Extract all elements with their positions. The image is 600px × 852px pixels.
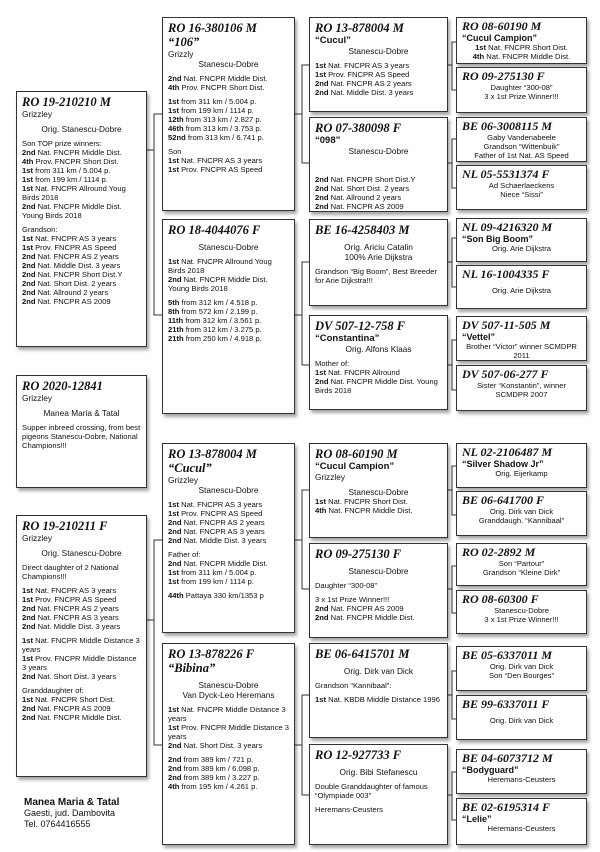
origin: Stanescu-Dobre	[348, 566, 409, 576]
origin: Orig. Alfons Klaas	[345, 344, 412, 354]
achievement-line: Son TOP prize winners:	[22, 139, 102, 148]
ring-number: DV 507-06-277 F	[462, 367, 549, 381]
gen4-card-3	[456, 117, 587, 162]
origin: Orig. Stanescu-Dobre	[41, 548, 122, 558]
achievements	[315, 354, 442, 395]
achievement-line: 1st Nat. FNCPR Short Dist.	[315, 497, 408, 506]
achievement-line: 2nd Nat. Middle Dist. 3 years	[168, 536, 267, 545]
achievements	[315, 777, 442, 814]
gen4-card-10	[456, 491, 587, 536]
achievements	[462, 507, 581, 525]
achievement-line: 4th Prov. FNCPR Short Dist.	[168, 83, 265, 92]
achievement-line: Stanescu-Dobre	[494, 606, 549, 615]
achievement-line: 2nd Nat. Short Dist. 3 years	[22, 672, 117, 681]
ring-number: RO 08-60190 M	[315, 447, 398, 461]
achievement-line: 21th from 312 km / 3.275 p.	[168, 325, 262, 334]
achievements	[315, 170, 442, 211]
achievement-line: 2nd Nat. FNCPR AS 2009	[315, 604, 404, 613]
achievement-line: 3 x 1st Prize Winner!!!	[315, 595, 390, 604]
achievement-line: 2nd Nat. FNCPR Middle Dist.	[168, 74, 268, 83]
achievements	[22, 563, 141, 722]
ring-number: BE 99-6337011 F	[462, 697, 550, 711]
gen3-card-7	[309, 643, 448, 738]
gen4-card-16	[456, 798, 587, 845]
breeder-contact	[24, 797, 119, 830]
achievement-line: 1st from 311 km / 5.004 p.	[168, 568, 257, 577]
breeder-phone: Tel. 0764416555	[24, 819, 91, 829]
pigeon-name: Grizzley	[22, 109, 52, 119]
achievement-line: 2nd from 389 km / 6.098 p.	[168, 764, 260, 773]
achievement-line: 1st from 199 km / 1114 p.	[168, 106, 254, 115]
achievement-line: Brother “Victor” winner SCMDPR 2011	[466, 342, 577, 360]
achievement-line: Grandson “Kleine Dirk”	[482, 568, 561, 577]
achievement-line: 1st Nat. FNCPR Middle Distance 3 years	[22, 636, 140, 654]
achievements	[462, 181, 581, 199]
gen4-card-11	[456, 543, 587, 586]
achievement-line: 2nd Nat. FNCPR Middle Dist. Young Birds 2018	[315, 377, 438, 395]
achievement-line: 2nd Nat. FNCPR Middle Dist.	[22, 148, 122, 157]
achievements	[462, 559, 581, 577]
achievement-line: 1st Nat. FNCPR Middle Distance 3 years	[168, 705, 286, 723]
pigeon-name: “Vettel”	[462, 332, 496, 342]
breeder-address: Gaesti, jud. Dambovita	[24, 808, 116, 818]
achievement-line: Mother of:	[315, 359, 350, 368]
achievement-line: 1st Prov. FNCPR AS Speed	[22, 595, 117, 604]
ring-number: NL 02-2106487 M	[462, 445, 553, 459]
pigeon-name: “Cucul”	[168, 461, 212, 475]
achievement-line: 5th from 312 km / 4.518 p.	[168, 298, 258, 307]
achievements	[168, 700, 289, 791]
achievement-line: 44th Pattaya 330 km/1353 p	[168, 591, 264, 600]
gen3-card-4	[309, 315, 448, 410]
achievement-line: Son “Den Bourges”	[488, 671, 554, 680]
ring-number: BE 05-6337011 M	[462, 648, 553, 662]
achievement-line: Grandson “Kannibaal”:	[315, 681, 392, 690]
achievements	[462, 711, 581, 725]
ring-number: RO 19-210211 F	[22, 519, 108, 533]
achievement-line: 1st Nat. KBDB Middle Distance 1996	[315, 695, 440, 704]
achievement-line: 2nd Nat. FNCPR AS 2009	[22, 704, 111, 713]
achievement-line: 2nd Nat. Short Dist. 3 years	[168, 741, 263, 750]
ring-number: DV 507-11-505 M	[462, 318, 551, 332]
ring-number: RO 13-878004 M	[168, 447, 257, 461]
dam-card	[16, 515, 147, 777]
sire-card	[16, 91, 147, 347]
achievements	[168, 69, 289, 174]
ring-number: NL 16-1004335 F	[462, 267, 550, 281]
achievement-line: 1st Nat. FNCPR AS 3 years	[168, 500, 263, 509]
origin-2: 100% Arie Dijkstra	[344, 252, 413, 262]
achievement-line: 4th from 195 km / 4.261 p.	[168, 782, 258, 791]
achievement-line: 2nd Nat. FNCPR AS 2009	[315, 202, 404, 211]
ring-number: BE 06-641700 F	[462, 493, 545, 507]
achievement-line: Son “Partour”	[498, 559, 545, 568]
ring-number: DV 507-12-758 F	[315, 319, 406, 333]
achievement-line: 2nd Nat. Short Dist. 2 years	[22, 279, 117, 288]
ring-number: RO 13-878004 M	[315, 21, 404, 35]
gen4-card-15	[456, 749, 587, 794]
achievement-line: Niece “Sissi”	[500, 190, 543, 199]
pigeon-name-2: Grizzley	[315, 472, 345, 482]
note: Supper inbreed crossing, from best pigeons Stanescu-Dobre, National Champions!!!	[22, 423, 141, 450]
achievement-line: Son	[168, 147, 182, 156]
achievement-line: 1st Prov. FNCPR AS Speed	[168, 165, 263, 174]
achievement-line: Granddaughter of:	[22, 686, 84, 695]
achievement-line: 4th Nat. FNCPR Middle Dist.	[472, 52, 571, 61]
subject-card	[16, 375, 147, 488]
achievement-line: 1st Prov. FNCPR Middle Distance 3 years	[168, 723, 289, 741]
ring-number: RO 19-210210 M	[22, 95, 111, 109]
pigeon-name: “098”	[315, 135, 341, 146]
pigeon-name: “Bibina”	[168, 661, 216, 675]
ring-number: RO 08-60300 F	[462, 592, 539, 606]
achievement-line: 2nd Nat. FNCPR Middle Dist. Young Birds 2018	[168, 275, 268, 293]
origin: Stanescu-Dobre	[198, 680, 259, 690]
achievement-line: 2nd Nat. Allround 2 years	[22, 288, 109, 297]
breeder-name: Manea Maria & Tatal	[24, 797, 120, 808]
achievements	[462, 606, 581, 624]
origin: Stanescu-Dobre	[348, 46, 409, 56]
ring-number: RO 02-2892 M	[462, 545, 536, 559]
ring-number: BE 02-6195314 F	[462, 800, 551, 814]
achievement-line: 11th from 312 km / 3.561 p.	[168, 316, 262, 325]
achievement-line: 21th from 250 km / 4.918 p.	[168, 334, 262, 343]
achievement-line: 2nd Nat. FNCPR Short Dist.Y	[315, 175, 416, 184]
achievement-line: 3 x 1st Prize Winner!!!	[484, 615, 559, 624]
origin: Orig. Ariciu Catalin	[344, 242, 413, 252]
grandsire-maternal-card	[162, 443, 295, 633]
achievement-line: Orig. Dirk van Dick	[489, 662, 554, 671]
achievement-line: 1st Nat. FNCPR AS 3 years	[315, 61, 410, 70]
gen3-card-2	[309, 117, 448, 212]
achievements	[315, 576, 442, 622]
gen4-card-2	[456, 67, 587, 113]
achievement-line: 1st Prov. FNCPR AS Speed	[315, 70, 410, 79]
achievement-line: 1st Nat. FNCPR Allround	[315, 368, 400, 377]
pigeon-name: “Cucul Campion”	[462, 33, 538, 43]
achievement-line: Orig. Arie Dijkstra	[491, 244, 552, 253]
achievement-line: Father of:	[168, 550, 201, 559]
achievement-line: Sister “Konstantin”, winner SCMDPR 2007	[476, 381, 567, 399]
origin: Stanescu-Dobre	[198, 485, 259, 495]
achievement-line: 1st Prov. FNCPR AS Speed	[168, 509, 263, 518]
achievement-line: 2nd Nat. FNCPR AS 2009	[22, 297, 111, 306]
achievement-line: 2nd Nat. FNCPR AS 2 years	[315, 79, 412, 88]
achievement-line: 1st Nat. FNCPR AS 3 years	[168, 156, 263, 165]
achievement-line: 2nd Nat. Middle Dist. 3 years	[315, 88, 414, 97]
ring-number: RO 12-927733 F	[315, 748, 402, 762]
achievements	[315, 676, 442, 704]
origin: Stanescu-Dobre	[198, 242, 259, 252]
achievement-line: 2nd Nat. Middle Dist. 3 years	[22, 261, 121, 270]
achievement-line: Orig. Eijerkamp	[495, 469, 548, 478]
achievement-line: 1st from 199 km / 1114 p.	[22, 175, 108, 184]
gen3-card-3	[309, 219, 448, 306]
pigeon-name: “Constantina”	[315, 333, 380, 344]
achievement-line: 1st Nat. FNCPR AS 3 years	[22, 586, 117, 595]
origin: Stanescu-Dobre	[348, 146, 409, 156]
ring-number: BE 16-4258403 M	[315, 223, 410, 237]
achievements	[462, 83, 581, 101]
ring-number: RO 18-4044076 F	[168, 223, 261, 237]
gen4-card-6	[456, 265, 587, 309]
achievement-line: 1st Prov. FNCPR AS Speed	[22, 243, 117, 252]
achievement-line: Orig. Dirk van Dick	[489, 507, 554, 516]
gen3-card-1	[309, 17, 448, 112]
achievement-line: 2nd Nat. FNCPR Middle Dist. Young Birds 2018	[22, 202, 122, 220]
achievements	[315, 497, 442, 515]
achievement-line: 1st from 311 km / 5.004 p.	[168, 97, 257, 106]
achievements	[462, 244, 581, 253]
gen4-card-7	[456, 316, 587, 361]
achievement-line: 4th Nat. FNCPR Middle Dist.	[315, 506, 413, 515]
ring-number: RO 09-275130 F	[462, 69, 545, 83]
gen4-card-12	[456, 590, 587, 634]
achievement-line: 2nd Nat. FNCPR Middle Dist.	[315, 613, 415, 622]
achievement-line: Grandson “Big Boom”, Best Breeder for Arie Dijkstra!!!	[315, 267, 437, 285]
achievements	[462, 469, 581, 478]
achievement-line: 2nd from 389 km / 3.227 p.	[168, 773, 260, 782]
achievement-line: 1st Nat. FNCPR Allround Youg Birds 2018	[22, 184, 126, 202]
achievement-line: 12th from 313 km / 2.827 p.	[168, 115, 262, 124]
achievement-line: 52nd from 313 km / 6.741 p.	[168, 133, 264, 142]
achievement-line: 1st Prov. FNCPR Middle Distance 3 years	[22, 654, 137, 672]
achievements	[462, 342, 581, 360]
origin: Stanescu-Dobre	[198, 59, 259, 69]
achievement-line: Grandson “Wittenbuik”	[483, 142, 560, 151]
achievement-line: 2nd Nat. FNCPR AS 3 years	[168, 527, 265, 536]
origin-2: Van Dyck-Leo Heremans	[182, 690, 275, 700]
grandsire-paternal-card	[162, 17, 295, 211]
pigeon-name: “Cucul Campion”	[315, 461, 395, 472]
gen4-card-8	[456, 365, 587, 411]
pigeon-name-2: Grizzly	[168, 49, 194, 59]
achievement-line: 3 x 1st Prize Winner!!!	[484, 92, 559, 101]
origin: Orig. Dirk van Dick	[343, 666, 414, 676]
achievement-line: Double Granddaughter of famous “Olympiade 003”	[315, 782, 428, 800]
achievement-line: Orig. Dirk van Dick	[489, 716, 554, 725]
achievement-line: Grandson:	[22, 225, 58, 234]
pigeon-name-2: Grizzley	[168, 475, 198, 485]
achievement-line: Heremans-Ceusters	[315, 805, 383, 814]
pigeon-name: “Bodyguard”	[462, 765, 519, 775]
gen4-card-5	[456, 218, 587, 262]
pigeon-name: “106”	[168, 35, 200, 49]
achievements	[462, 381, 581, 399]
achievement-line: Heremans-Ceusters	[487, 775, 556, 784]
origin: Stanescu-Dobre	[348, 487, 409, 497]
ring-number: BE 04-6073712 M	[462, 751, 553, 765]
ring-number: RO 09-275130 F	[315, 547, 402, 561]
achievement-line: Granddaugh. “Kannibaal”	[478, 516, 565, 525]
ring-number: RO 13-878226 F	[168, 647, 255, 661]
ring-number: BE 06-3008115 M	[462, 119, 553, 133]
achievement-line: Father of 1st Nat. AS Speed	[474, 151, 569, 160]
achievement-line: 8th from 572 km / 2.199 p.	[168, 307, 258, 316]
achievement-line: 2nd from 389 km / 721 p.	[168, 755, 254, 764]
achievements	[462, 43, 581, 61]
achievement-line: 1st Nat. FNCPR AS 3 years	[22, 234, 117, 243]
ring-number: RO 2020-12841	[22, 379, 103, 393]
achievement-line: 2nd Nat. Short Dist. 2 years	[315, 184, 410, 193]
gen4-card-9	[456, 443, 587, 488]
achievements	[168, 495, 289, 600]
achievement-line: 1st Nat. FNCPR Allround Youg Birds 2018	[168, 257, 272, 275]
achievement-line: 1st from 199 km / 1114 p.	[168, 577, 254, 586]
achievement-line: 4th Prov. FNCPR Short Dist.	[22, 157, 119, 166]
achievement-line: Orig. Arie Dijkstra	[491, 286, 552, 295]
origin: Orig. Stanescu-Dobre	[41, 124, 122, 134]
pigeon-name: Grizzley	[22, 393, 52, 403]
achievement-line: 1st Nat. FNCPR Short Dist.	[22, 695, 115, 704]
achievements	[462, 824, 581, 833]
achievements	[462, 133, 581, 160]
ring-number: BE 06-6415701 M	[315, 647, 410, 661]
achievements	[462, 281, 581, 295]
gen4-card-1	[456, 17, 587, 64]
achievements	[462, 775, 581, 784]
achievement-line: 2nd Nat. FNCPR AS 2 years	[22, 252, 119, 261]
achievement-line: Daughter “300-08”	[315, 581, 378, 590]
achievement-line: Direct daughter of 2 National Champions!!!	[22, 563, 119, 581]
achievement-line: 2nd Nat. FNCPR Middle Dist.	[22, 713, 122, 722]
gen4-card-4	[456, 165, 587, 210]
achievements	[315, 262, 442, 285]
achievement-line: Daughter “300-08”	[490, 83, 553, 92]
gen4-card-14	[456, 695, 587, 740]
achievement-line: 2nd Nat. FNCPR AS 2 years	[22, 604, 119, 613]
achievement-line: 2nd Nat. FNCPR Middle Dist.	[168, 559, 268, 568]
achievements	[22, 139, 141, 306]
achievement-line: 2nd Nat. Allround 2 years	[315, 193, 402, 202]
achievement-line: 2nd Nat. FNCPR AS 3 years	[22, 613, 119, 622]
pigeon-name: “Silver Shadow Jr”	[462, 459, 544, 469]
achievements	[462, 662, 581, 680]
gen3-card-5	[309, 443, 448, 538]
pigeon-name: “Son Big Boom”	[462, 234, 533, 244]
ring-number: NL 05-5531374 F	[462, 167, 550, 181]
gen3-card-6	[309, 543, 448, 638]
origin: Orig. Bibi Stefanescu	[339, 767, 418, 777]
pigeon-name: “Lelie”	[462, 814, 492, 824]
achievement-line: Ad Schaerlaeckens	[488, 181, 555, 190]
ring-number: RO 08-60190 M	[462, 19, 542, 33]
achievement-line: 46th from 313 km / 3.753 p.	[168, 124, 262, 133]
gen4-card-13	[456, 646, 587, 691]
achievement-line: Heremans-Ceusters	[487, 824, 556, 833]
ring-number: RO 07-380098 F	[315, 121, 402, 135]
gen3-card-8	[309, 744, 448, 845]
owner: Manea Maria & Tatal	[43, 408, 120, 418]
achievement-line: 1st from 311 km / 5.004 p.	[22, 166, 111, 175]
achievement-line: 2nd Nat. FNCPR AS 2 years	[168, 518, 265, 527]
achievement-line: 2nd Nat. Middle Dist. 3 years	[22, 622, 121, 631]
ring-number: NL 09-4216320 M	[462, 220, 553, 234]
ring-number: RO 16-380106 M	[168, 21, 257, 35]
pigeon-name: “Cucul”	[315, 35, 351, 46]
achievement-line: Gaby Vandenabeele	[487, 133, 556, 142]
pigeon-name: Grizzley	[22, 533, 52, 543]
achievements	[315, 56, 442, 97]
achievements	[168, 252, 289, 343]
granddam-paternal-card	[162, 219, 295, 414]
achievement-line: 2nd Nat. FNCPR Short Dist.Y	[22, 270, 123, 279]
achievement-line: 1st Nat. FNCPR Short Dist.	[475, 43, 568, 52]
granddam-maternal-card	[162, 643, 295, 845]
